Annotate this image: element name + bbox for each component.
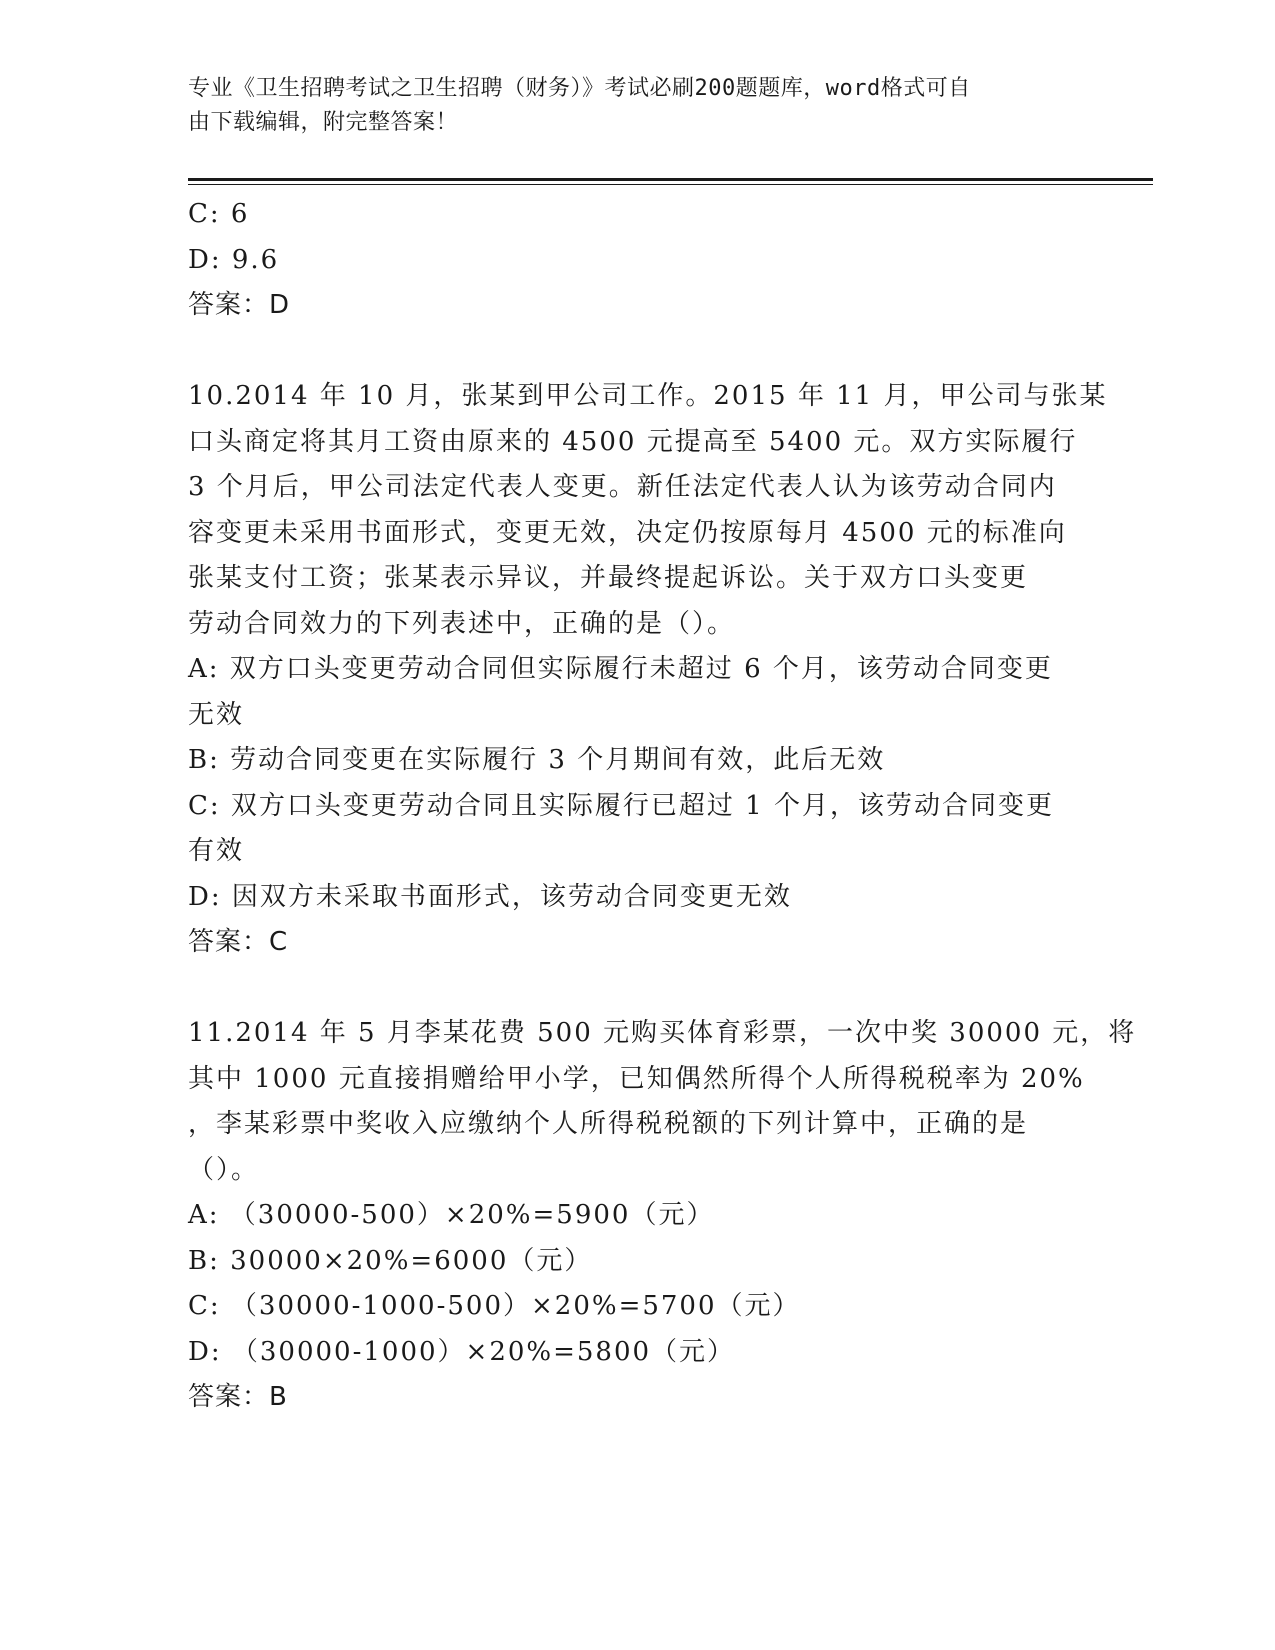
question-stem-line: 其中 1000 元直接捐赠给甲小学，已知偶然所得个人所得税税率为 20% [188,1063,1085,1094]
spacer [188,329,1078,375]
option-b: B: 劳动合同变更在实际履行 3 个月期间有效，此后无效 [188,745,886,775]
question-10 [188,374,1108,966]
question-content [188,192,1137,1421]
document-header [188,72,1068,140]
header-line-1: 专业《卫生招聘考试之卫生招聘（财务）》考试必刷200题题库，word格式可自 [188,76,971,101]
question-9-tail [188,192,1078,329]
option-c-continued: 有效 [188,836,245,866]
question-11 [188,1011,1137,1421]
question-stem-line: 3 个月后，甲公司法定代表人变更。新任法定代表人认为该劳动合同内 [188,472,1057,502]
answer-line: 答案：C [188,927,289,957]
header-line-2: 由下载编辑，附完整答案！ [188,110,459,135]
question-stem-line: 口头商定将其月工资由原来的 4500 元提高至 5400 元。双方实际履行 [188,426,1078,457]
option-c: C: （30000-1000-500）×20%=5700（元） [188,1291,801,1321]
option-d: D: （30000-1000）×20%=5800（元） [188,1336,736,1367]
header-divider-thick [188,178,1153,181]
question-stem-line: 张某支付工资；张某表示异议，并最终提起诉讼。关于双方口头变更 [188,563,1029,593]
header-divider-thin [188,184,1153,185]
option-b: B: 30000×20%=6000（元） [188,1245,593,1276]
question-stem-line: ，李某彩票中奖收入应缴纳个人所得税税额的下列计算中，正确的是 [188,1109,1029,1139]
spacer [188,966,1078,1012]
question-stem-line: 11.2014 年 5 月李某花费 500 元购买体育彩票，一次中奖 30000 元，将 [188,1018,1137,1048]
option-a: A: 双方口头变更劳动合同但实际履行未超过 6 个月，该劳动合同变更 [188,654,1053,684]
answer-line: 答案：D [188,290,291,320]
option-c: C: 双方口头变更劳动合同且实际履行已超过 1 个月，该劳动合同变更 [188,790,1054,821]
question-stem-line: 劳动合同效力的下列表述中，正确的是（）。 [188,608,736,639]
option-d: D: 9.6 [188,244,280,275]
answer-line: 答案：B [188,1382,288,1412]
option-c: C: 6 [188,199,250,229]
question-stem-line: 容变更未采用书面形式，变更无效，决定仍按原每月 4500 元的标准向 [188,517,1067,548]
option-d: D: 因双方未采取书面形式，该劳动合同变更无效 [188,881,792,912]
question-stem-line: 10.2014 年 10 月，张某到甲公司工作。2015 年 11 月，甲公司与张某 [188,381,1108,411]
option-a: A: （30000-500）×20%=5900（元） [188,1200,715,1230]
option-a-continued: 无效 [188,699,245,730]
question-stem-line: （）。 [188,1154,260,1185]
